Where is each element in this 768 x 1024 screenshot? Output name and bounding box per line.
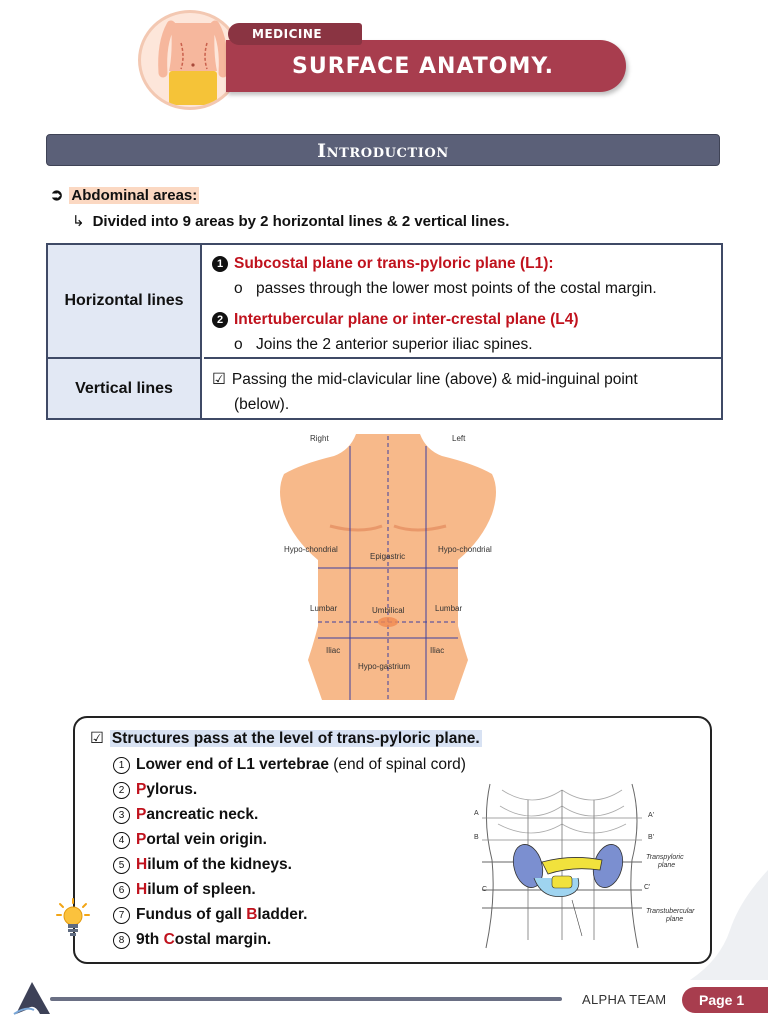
label-c: C [482, 886, 488, 893]
list-item [113, 852, 466, 877]
checkbox-icon: ☑ [90, 730, 104, 747]
vertical-lines-content [204, 359, 721, 418]
item-initial: H [136, 881, 148, 898]
number-circle-icon: 6 [113, 882, 130, 899]
number-2-icon: 2 [212, 312, 228, 328]
number-circle-icon: 3 [113, 807, 130, 824]
intertubercular-plane-title: Intertubercular plane or inter-crestal plane (L4) [234, 311, 579, 328]
divided-text: Divided into 9 areas by 2 horizontal lines & 2 vertical lines. [92, 213, 510, 230]
label-transpyloric: Transpyloric [646, 854, 684, 861]
label-plane-2: plane [666, 916, 684, 923]
label-transtubercular: Transtubercular [646, 908, 695, 915]
transpyloric-diagram [472, 780, 708, 950]
number-circle-icon: 5 [113, 857, 130, 874]
abdominal-areas-heading [50, 185, 199, 205]
label-b: B [474, 834, 479, 841]
item-text: ylorus. [146, 781, 198, 798]
subcostal-plane-title: Subcostal plane or trans-pyloric plane (L1): [234, 255, 554, 272]
abdominal-regions-figure [270, 430, 506, 702]
list-item [113, 927, 466, 952]
subject-tag: MEDICINE [228, 23, 362, 45]
label-epigastric: Epigastric [370, 552, 406, 561]
list-item [113, 802, 466, 827]
number-circle-icon: 8 [113, 932, 130, 949]
item-text: Lower end of L1 vertebrae [136, 756, 329, 773]
label-hypochondrial-right: Hypo-chondrial [284, 545, 338, 554]
item-text-end: ladder. [257, 906, 308, 923]
item-text: 9th [136, 931, 164, 948]
structures-heading-text: Structures pass at the level of trans-pyloric plane. [111, 730, 480, 747]
item-initial: P [136, 781, 147, 798]
page-title: SURFACE ANATOMY. [292, 54, 555, 79]
label-a: A [474, 810, 479, 817]
label-b-prime: B' [648, 834, 655, 841]
intertubercular-desc: Joins the 2 anterior superior iliac spines. [256, 336, 533, 353]
vertical-desc-1: Passing the mid-clavicular line (above) & mid-inguinal point [231, 371, 638, 388]
item-initial: P [136, 806, 147, 823]
list-item [113, 827, 466, 852]
number-circle-icon: 2 [113, 782, 130, 799]
vertical-lines-label: Vertical lines [48, 359, 202, 418]
lines-table [46, 243, 723, 420]
structures-list [113, 752, 466, 952]
item-extra: (end of spinal cord) [328, 756, 466, 773]
hooked-arrow-icon: ↳ [72, 213, 85, 230]
footer-team: ALPHA TEAM [582, 992, 667, 1007]
list-item [113, 902, 466, 927]
label-lumbar-left: Lumbar [435, 604, 463, 613]
list-item [113, 777, 466, 802]
item-text: ilum of the kidneys. [147, 856, 292, 873]
item-text: ancreatic neck. [146, 806, 259, 823]
divided-statement [72, 212, 509, 230]
number-circle-icon: 4 [113, 832, 130, 849]
item-text: Fundus of gall [136, 906, 247, 923]
bullet-circle-icon: o [234, 336, 243, 353]
list-item [113, 877, 466, 902]
horizontal-lines-label: Horizontal lines [48, 245, 202, 359]
label-right: Right [310, 434, 329, 443]
abdominal-areas-label: Abdominal areas: [71, 187, 198, 204]
watermark-logo-icon [690, 870, 768, 980]
label-iliac-right: Iliac [326, 646, 341, 655]
structures-heading [90, 729, 482, 748]
label-iliac-left: Iliac [430, 646, 445, 655]
item-initial: H [136, 856, 148, 873]
label-c-prime: C' [644, 884, 651, 891]
list-item [113, 752, 466, 777]
item-initial: B [246, 906, 258, 923]
label-hypochondrial-left: Hypo-chondrial [438, 545, 492, 554]
label-hypogastrium: Hypo-gastrium [358, 662, 411, 671]
vertical-desc-2: (below). [234, 396, 290, 413]
label-a-prime: A' [648, 812, 655, 819]
lightbulb-icon [56, 898, 90, 938]
checkbox-icon: ☑ [212, 371, 226, 388]
number-1-icon: 1 [212, 256, 228, 272]
subcostal-desc: passes through the lower most points of the costal margin. [256, 280, 657, 297]
number-circle-icon: 1 [113, 757, 130, 774]
footer-divider [50, 997, 562, 1001]
item-text: ortal vein origin. [146, 831, 267, 848]
item-initial: C [163, 931, 175, 948]
item-text-end: ostal margin. [174, 931, 272, 948]
label-left: Left [452, 434, 466, 443]
section-title-introduction: Introduction [46, 134, 720, 166]
item-text: ilum of spleen. [147, 881, 256, 898]
label-umbilical: Umbilical [372, 606, 405, 615]
number-circle-icon: 7 [113, 907, 130, 924]
label-plane-1: plane [658, 862, 676, 869]
alpha-logo-icon [12, 980, 52, 1016]
item-initial: P [136, 831, 147, 848]
label-lumbar-right: Lumbar [310, 604, 338, 613]
arrow-right-icon: ➲ [50, 187, 64, 204]
horizontal-lines-content [204, 245, 721, 359]
page-number: Page 1 [682, 987, 768, 1013]
bullet-circle-icon: o [234, 280, 243, 297]
